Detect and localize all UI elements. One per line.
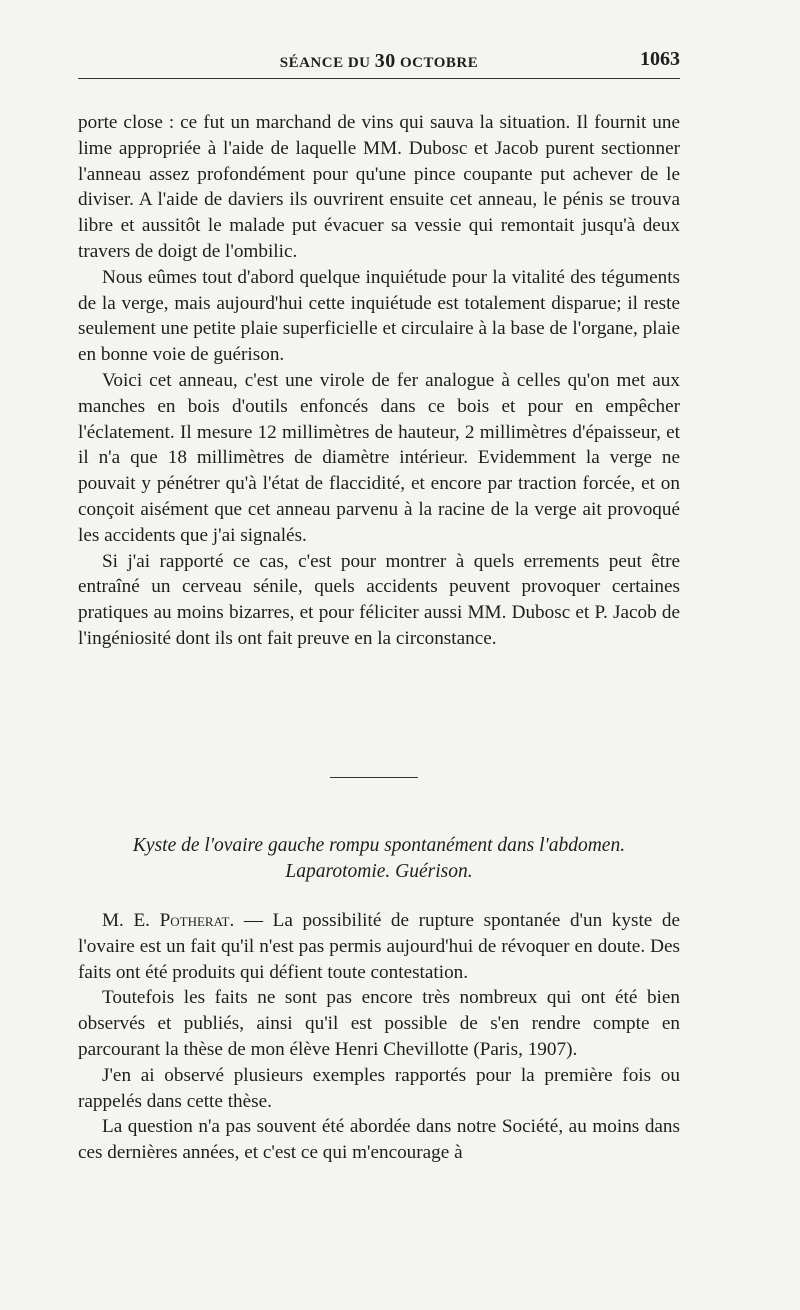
section-body — [78, 908, 680, 1166]
paragraph: Si j'ai rapporté ce cas, c'est pour montrer à quels errements peut être entraîné un cerveau sénile, quels accidents peuvent provoquer certaines pratiques au moins bizarres, et pour féliciter aussi MM. Dubosc et P. Jacob de l'ingéniosité dont ils ont fait preuve en la circonstance. — [78, 550, 680, 649]
section-title-line1: Kyste de l'ovaire gauche rompu spontanément dans l'abdomen. — [132, 835, 626, 856]
running-header — [78, 48, 680, 79]
section-separator — [330, 777, 418, 778]
header-title-part2: OCTOBRE — [395, 55, 479, 71]
paragraph: Nous eûmes tout d'abord quelque inquiétude pour la vitalité des téguments de la verge, mais aujourd'hui cette inquiétude est totalement disparue; il reste seulement une petite plaie superficielle et circulaire à la base de l'organe, plaie en bonne voie de guérison. — [78, 266, 680, 366]
first-paragraph-text: . — La possibilité de rupture spontanée d'un kyste de l'ovaire est un fait qu'il n'est pas permis aujourd'hui de révoquer en doute. Des faits ont été produits qui défient toute contestation. — [78, 910, 680, 983]
paragraph: porte close : ce fut un marchand de vins qui sauva la situation. Il fournit une lime appropriée à l'aide de laquelle MM. Dubosc et Jacob purent sectionner l'anneau assez profondément pour qu'une pince coupante put achever de le diviser. A l'aide de daviers ils ouvrirent ensuite cet anneau, le pénis se trouva libre et aussitôt le malade put évacuer sa vessie qui remontait jusqu'à deux travers de doigt de l'ombilic. — [78, 112, 680, 262]
author-prefix: M. E. — [102, 910, 160, 931]
paragraph — [78, 908, 680, 985]
paragraph: J'en ai observé plusieurs exemples rapportés pour la première fois ou rappelés dans cette thèse. — [78, 1064, 680, 1112]
header-title-day: 30 — [374, 50, 396, 72]
paragraph: Voici cet anneau, c'est une virole de fer analogue à celles qu'on met aux manches en bois d'outils enfoncés dans ce bois et pour en empêcher l'éclatement. Il mesure 12 millimètres de hauteur, 2 millimètres d'épaisseur, et il n'a que 18 millimètres de diamètre intérieur. Evidemment la verge ne pouvait y pénétrer qu'à l'état de flaccidité, et encore par traction forcée, et on conçoit aisément que cet anneau parvenu à la racine de la verge ait provoqué les accidents que j'ai signalés. — [78, 369, 680, 546]
section-title — [78, 833, 680, 885]
header-title — [78, 50, 680, 73]
continuation-text — [78, 110, 680, 652]
paragraph: La question n'a pas souvent été abordée dans notre Société, au moins dans ces dernières années, et c'est ce qui m'encourage à — [78, 1116, 680, 1164]
page-number: 1063 — [640, 48, 680, 70]
header-title-part1: SÉANCE DU — [279, 55, 375, 71]
paragraph: Toutefois les faits ne sont pas encore très nombreux qui ont été bien observés et publiés, ainsi qu'il est possible de s'en rendre compte en parcourant la thèse de mon élève Henri Chevillotte (Paris, 1907). — [78, 987, 680, 1060]
section-title-line2: Laparotomie. Guérison. — [285, 861, 473, 882]
author-name: Potherat — [159, 910, 230, 931]
